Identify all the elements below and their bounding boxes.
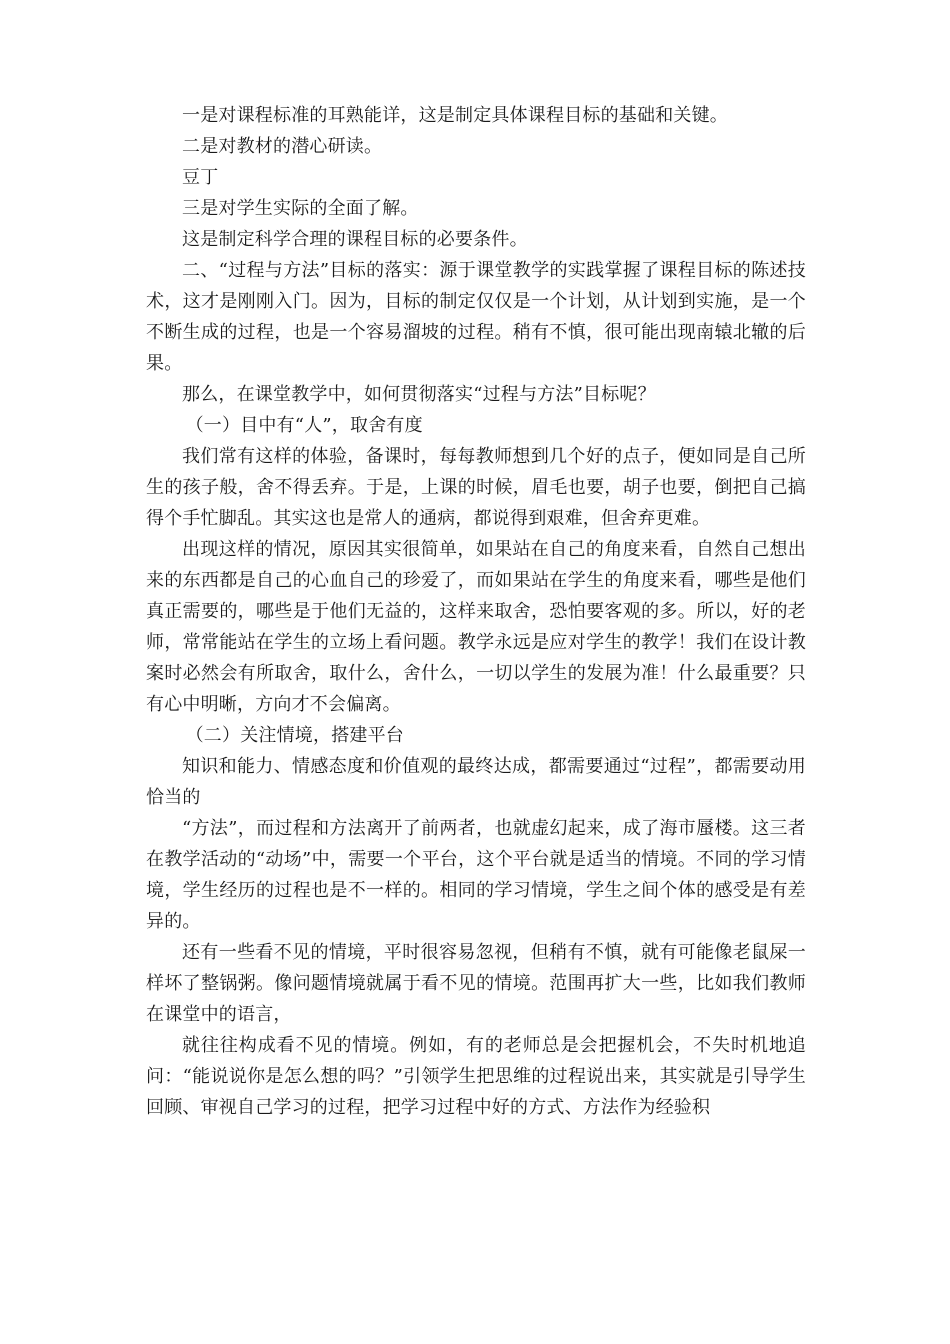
- paragraph-experience: 我们常有这样的体验，备课时，每每教师想到几个好的点子，便如同是自己所生的孩子般，舍不得丢弃。于是，上课的时候，眉毛也要，胡子也要，倒把自己搞得个手忙脚乱。其实这也是常人的通病，都说得到艰难，但舍弃更难。: [146, 446, 806, 529]
- paragraph-method: “方法”，而过程和方法离开了前两者，也就虚幻起来，成了海市蜃楼。这三者在教学活动的“动场”中，需要一个平台，这个平台就是适当的情境。不同的学习情境，学生经历的过程也是不一样的。相同的学习情境，学生之间个体的感受是有差异的。: [146, 818, 806, 932]
- paragraph-1: 一是对课程标准的耳熟能详，这是制定具体课程目标的基础和关键。: [182, 105, 728, 126]
- section-two-paragraph: 二、“过程与方法”目标的落实：源于课堂教学的实践掌握了课程目标的陈述技术，这才是刚刚入门。因为，目标的制定仅仅是一个计划，从计划到实施，是一个不断生成的过程，也是一个容易溜坡的过程。稍有不慎，很可能出现南辕北辙的后果。: [146, 260, 806, 374]
- paragraph-2: 二是对教材的潜心研读。: [182, 136, 383, 157]
- subheading-two: （二）关注情境，搭建平台: [185, 725, 404, 746]
- paragraph-example: 就往往构成看不见的情境。例如，有的老师总是会把握机会，不失时机地追问：“能说说你是怎么想的吗？”引领学生把思维的过程说出来，其实就是引导学生回顾、审视自己学习的过程，把学习过程中好的方式、方法作为经验积: [146, 1035, 806, 1118]
- paragraph-4: 三是对学生实际的全面了解。: [182, 198, 419, 219]
- paragraph-reason: 出现这样的情况，原因其实很简单，如果站在自己的角度来看，自然自己想出来的东西都是自己的心血自己的珍爱了，而如果站在学生的角度来看，哪些是他们真正需要的，哪些是于他们无益的，这样来取舍，恐怕要客观的多。所以，好的老师，常常能站在学生的立场上看问题。教学永远是应对学生的教学！我们在设计教案时必然会有所取舍，取什么，舍什么，一切以学生的发展为准！什么最重要？只有心中明晰，方向才不会偏离。: [146, 539, 806, 715]
- paragraph-invisible: 还有一些看不见的情境，平时很容易忽视，但稍有不慎，就有可能像老鼠屎一样坏了整锅粥。像问题情境就属于看不见的情境。范围再扩大一些，比如我们教师在课堂中的语言，: [146, 942, 806, 1025]
- paragraph-5: 这是制定科学合理的课程目标的必要条件。: [182, 229, 528, 250]
- paragraph-knowledge: 知识和能力、情感态度和价值观的最终达成，都需要通过“过程”，都需要动用恰当的: [146, 756, 806, 808]
- subheading-one: （一）目中有“人”，取舍有度: [185, 415, 423, 436]
- question-paragraph: 那么，在课堂教学中，如何贯彻落实“过程与方法”目标呢？: [182, 384, 656, 405]
- paragraph-3: 豆丁: [182, 167, 219, 188]
- document-body: [146, 100, 806, 1123]
